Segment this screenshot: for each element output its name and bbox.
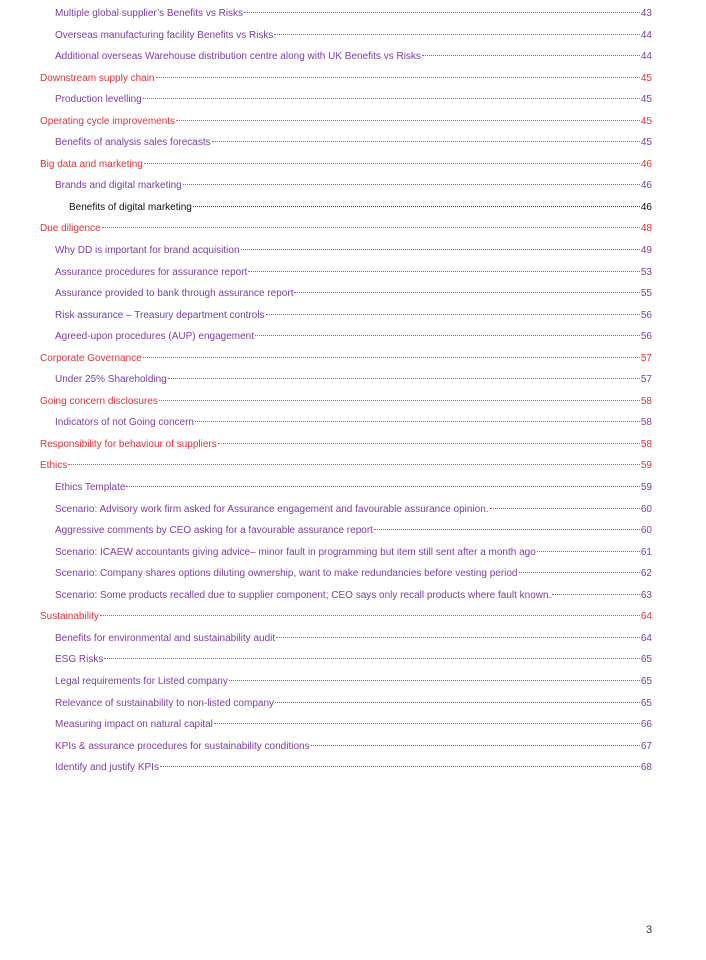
toc-heading[interactable] xyxy=(40,154,652,176)
toc-heading-page: 58 xyxy=(640,438,652,450)
dot-leader xyxy=(244,12,640,13)
toc-entry-page: 64 xyxy=(640,632,652,644)
toc-entry-page: 67 xyxy=(640,740,652,752)
toc-entry[interactable] xyxy=(40,46,652,68)
toc-entry-title: Agreed-upon procedures (AUP) engagement xyxy=(55,331,255,343)
dot-leader xyxy=(294,292,639,293)
toc-entry[interactable] xyxy=(40,132,652,154)
toc-entry[interactable] xyxy=(40,412,652,434)
dot-leader xyxy=(212,141,640,142)
toc-entry-title: Identify and justify KPIs xyxy=(55,762,159,774)
dot-leader xyxy=(374,529,640,530)
toc-entry[interactable] xyxy=(40,89,652,111)
toc-entry-title: Risk assurance – Treasury department controls xyxy=(55,309,265,321)
toc-entry-page: 57 xyxy=(640,374,652,386)
toc-entry[interactable] xyxy=(40,499,652,521)
toc-entry-title: Under 25% Shareholding xyxy=(55,374,167,386)
dot-leader xyxy=(104,658,640,659)
toc-heading[interactable] xyxy=(40,348,652,370)
dot-leader xyxy=(311,745,640,746)
toc-entry[interactable] xyxy=(40,585,652,607)
dot-leader xyxy=(248,271,640,272)
toc-entry[interactable] xyxy=(40,671,652,693)
toc-entry-page: 44 xyxy=(640,29,652,41)
toc-entry-page: 45 xyxy=(640,94,652,106)
dot-leader xyxy=(159,400,640,401)
toc-entry-title: Assurance provided to bank through assurance report xyxy=(55,288,294,300)
toc-entry-page: 62 xyxy=(640,568,652,580)
dot-leader xyxy=(143,98,640,99)
toc-heading-page: 59 xyxy=(640,460,652,472)
dot-leader xyxy=(241,249,640,250)
toc-heading-page: 45 xyxy=(640,72,652,84)
toc-heading-page: 58 xyxy=(640,395,652,407)
toc-entry-title: Benefits of analysis sales forecasts xyxy=(55,137,211,149)
toc-heading-page: 46 xyxy=(640,158,652,170)
toc-entry[interactable] xyxy=(40,714,652,736)
toc-heading-title: Downstream supply chain xyxy=(40,72,155,84)
toc-entry[interactable] xyxy=(40,736,652,758)
dot-leader xyxy=(193,206,640,207)
toc-entry-page: 55 xyxy=(640,288,652,300)
toc-entry-page: 53 xyxy=(640,266,652,278)
toc-entry-page: 58 xyxy=(640,417,652,429)
dot-leader xyxy=(160,766,640,767)
toc-entry-page: 60 xyxy=(640,503,652,515)
toc-entry-page: 45 xyxy=(640,137,652,149)
toc-entry-title: Scenario: ICAEW accountants giving advice– minor fault in programming but item still sent after a month ago xyxy=(55,546,536,558)
toc-entry-title: Assurance procedures for assurance report xyxy=(55,266,248,278)
dot-leader xyxy=(143,357,640,358)
toc-entry[interactable] xyxy=(40,628,652,650)
dot-leader xyxy=(537,551,640,552)
toc-entry-page: 66 xyxy=(640,719,652,731)
dot-leader xyxy=(255,335,640,336)
toc-entry-page: 61 xyxy=(640,546,652,558)
toc-entry[interactable] xyxy=(40,262,652,284)
toc-entry-title: Brands and digital marketing xyxy=(55,180,182,192)
dot-leader xyxy=(183,184,640,185)
toc-heading[interactable] xyxy=(40,455,652,477)
toc-entry[interactable] xyxy=(40,3,652,25)
dot-leader xyxy=(274,34,639,35)
toc-entry[interactable] xyxy=(40,563,652,585)
toc-entry-title: Overseas manufacturing facility Benefits vs Risks xyxy=(55,29,274,41)
toc-entry[interactable] xyxy=(40,326,652,348)
toc-entry-title: Indicators of not Going concern xyxy=(55,417,194,429)
toc-heading-title: Operating cycle improvements xyxy=(40,115,176,127)
toc-entry-page: 46 xyxy=(640,180,652,192)
toc-heading-title: Sustainability xyxy=(40,611,99,623)
dot-leader xyxy=(552,594,640,595)
dot-leader xyxy=(100,615,640,616)
dot-leader xyxy=(266,314,640,315)
dot-leader xyxy=(214,723,640,724)
toc-entry-page: 65 xyxy=(640,654,652,666)
page-number: 3 xyxy=(646,924,653,936)
toc-entry-title: Legal requirements for Listed company xyxy=(55,675,228,687)
toc-heading-page: 64 xyxy=(640,611,652,623)
toc-entry-page: 65 xyxy=(640,697,652,709)
toc-entry-page: 43 xyxy=(640,8,652,19)
toc-subentry-page: 46 xyxy=(640,201,652,213)
toc-entry-page: 56 xyxy=(640,309,652,321)
table-of-contents xyxy=(40,3,652,779)
toc-entry-page: 68 xyxy=(640,762,652,774)
dot-leader xyxy=(275,702,640,703)
toc-entry-title: ESG Risks xyxy=(55,654,104,666)
toc-entry[interactable] xyxy=(40,520,652,542)
toc-heading[interactable] xyxy=(40,606,652,628)
toc-entry-title: KPIs & assurance procedures for sustainability conditions xyxy=(55,740,310,752)
dot-leader xyxy=(276,637,640,638)
dot-leader xyxy=(195,421,640,422)
dot-leader xyxy=(144,163,640,164)
toc-entry[interactable] xyxy=(40,477,652,499)
dot-leader xyxy=(176,120,640,121)
toc-heading-title: Big data and marketing xyxy=(40,158,143,170)
toc-subentry[interactable] xyxy=(40,197,652,219)
toc-entry-page: 56 xyxy=(640,331,652,343)
dot-leader xyxy=(422,55,640,56)
toc-entry-title: Additional overseas Warehouse distribution centre along with UK Benefits vs Risks xyxy=(55,51,421,63)
toc-entry-title: Aggressive comments by CEO asking for a favourable assurance report xyxy=(55,525,373,537)
toc-entry[interactable] xyxy=(40,25,652,47)
toc-entry-page: 63 xyxy=(640,589,652,601)
toc-entry-title: Ethics Template xyxy=(55,482,126,494)
toc-heading-title: Corporate Governance xyxy=(40,352,142,364)
toc-heading-page: 45 xyxy=(640,115,652,127)
toc-entry-page: 49 xyxy=(640,245,652,257)
dot-leader xyxy=(168,378,640,379)
dot-leader xyxy=(68,464,640,465)
toc-entry-page: 59 xyxy=(640,482,652,494)
toc-entry-title: Production levelling xyxy=(55,94,142,106)
toc-subentry-title: Benefits of digital marketing xyxy=(69,201,192,213)
dot-leader xyxy=(490,508,640,509)
dot-leader xyxy=(126,486,639,487)
toc-entry[interactable] xyxy=(40,175,652,197)
toc-entry-page: 60 xyxy=(640,525,652,537)
toc-heading[interactable] xyxy=(40,391,652,413)
toc-heading[interactable] xyxy=(40,434,652,456)
toc-entry[interactable] xyxy=(40,757,652,779)
toc-entry-title: Why DD is important for brand acquisition xyxy=(55,245,240,257)
toc-entry-title: Scenario: Advisory work firm asked for Assurance engagement and favourable assurance opinion. xyxy=(55,503,489,515)
toc-heading-title: Going concern disclosures xyxy=(40,395,158,407)
dot-leader xyxy=(229,680,640,681)
toc-entry-title: Relevance of sustainability to non-listed company xyxy=(55,697,275,709)
toc-entry-page: 65 xyxy=(640,675,652,687)
toc-heading[interactable] xyxy=(40,218,652,240)
toc-heading-title: Responsibility for behaviour of suppliers xyxy=(40,438,217,450)
toc-entry-title: Scenario: Some products recalled due to supplier component; CEO says only recall products where fault known. xyxy=(55,589,552,601)
toc-entry[interactable] xyxy=(40,369,652,391)
toc-entry-page: 44 xyxy=(640,51,652,63)
toc-entry-title: Measuring impact on natural capital xyxy=(55,719,213,731)
toc-heading-page: 48 xyxy=(640,223,652,235)
toc-heading[interactable] xyxy=(40,111,652,133)
toc-entry[interactable] xyxy=(40,240,652,262)
toc-entry-title: Benefits for environmental and sustainability audit xyxy=(55,632,276,644)
dot-leader xyxy=(218,443,640,444)
toc-heading-title: Due diligence xyxy=(40,223,101,235)
dot-leader xyxy=(156,77,640,78)
toc-heading[interactable] xyxy=(40,68,652,90)
toc-entry[interactable] xyxy=(40,649,652,671)
toc-heading-page: 57 xyxy=(640,352,652,364)
toc-entry-title: Scenario: Company shares options diluting ownership, want to make redundancies before vesting period xyxy=(55,568,518,580)
toc-entry-title: Multiple global supplier’s Benefits vs Risks xyxy=(55,8,244,19)
toc-entry[interactable] xyxy=(40,693,652,715)
toc-entry[interactable] xyxy=(40,542,652,564)
dot-leader xyxy=(102,227,640,228)
toc-heading-title: Ethics xyxy=(40,460,68,472)
dot-leader xyxy=(519,572,640,573)
toc-entry[interactable] xyxy=(40,305,652,327)
toc-entry[interactable] xyxy=(40,283,652,305)
